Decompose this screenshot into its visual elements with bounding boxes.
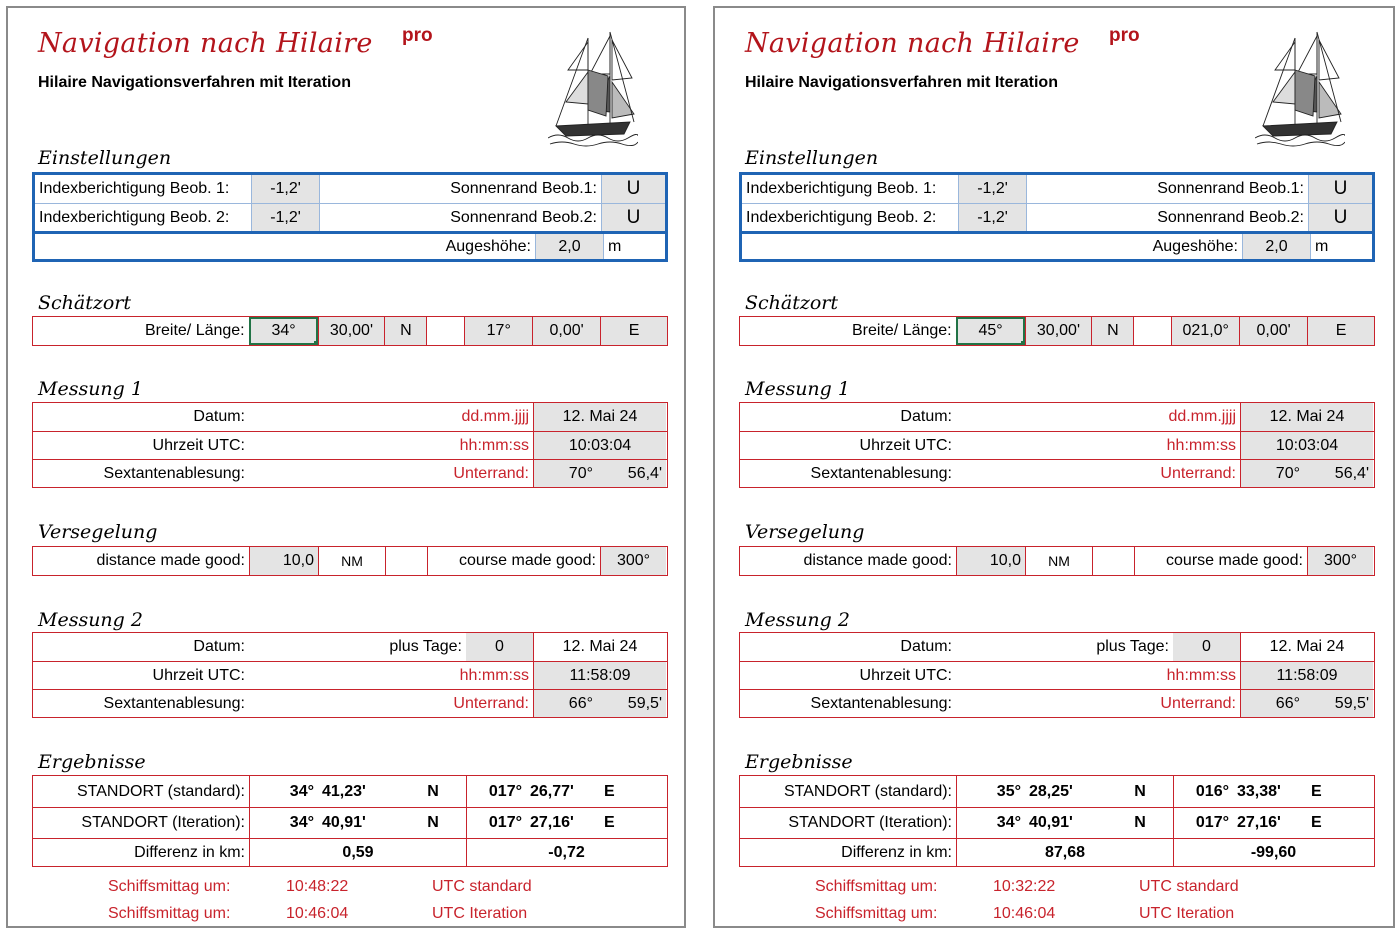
section-messung-1: Messung 1 [745,378,850,400]
lat-lon-label: Breite/ Länge: [145,322,245,339]
m1-limb-label: Unterrand: [453,464,529,482]
noon-standard-note: UTC standard [432,878,532,895]
subtitle: Hilaire Navigationsverfahren mit Iteration [745,74,1058,91]
dmg-label: distance made good: [96,552,245,569]
sun-limb-1-label: Sonnenrand Beob.1: [1026,175,1308,203]
m1-date-label: Datum: [900,408,952,425]
dmg-unit: NM [318,547,385,575]
m2-time-format: hh:mm:ss [459,666,529,684]
dmg-cell[interactable]: 10,0 [956,547,1025,575]
pro-badge: pro [402,25,433,46]
m1-time-format: hh:mm:ss [1166,436,1236,454]
m2-time-cell[interactable]: 11:58:09 [1240,662,1373,689]
iter-position-label: STANDORT (Iteration): [788,814,952,831]
section-messung-2: Messung 2 [38,609,143,631]
std-position-label: STANDORT (standard): [76,782,245,800]
diff-lat-km: 87,68 [956,839,1173,866]
m2-plus-days-cell[interactable]: 0 [466,633,533,661]
iter-lat-deg: 34° [956,808,1025,838]
m2-date-label: Datum: [193,638,245,655]
dmg-cell[interactable]: 10,0 [249,547,318,575]
sun-limb-1-cell[interactable]: U [601,175,665,203]
pro-badge: pro [1109,25,1140,46]
noon-iteration-note: UTC Iteration [1139,905,1235,922]
est-lon-deg-cell[interactable]: 021,0° [1171,317,1239,345]
m2-date-cell: 12. Mai 24 [1240,633,1373,661]
est-lat-deg-cell[interactable]: 34° [249,317,318,345]
m1-date-cell[interactable]: 12. Mai 24 [1240,403,1373,431]
m2-sextant-min-cell[interactable]: 59,5' [597,690,666,717]
noon-standard-time: 10:32:22 [993,878,1056,895]
m1-time-cell[interactable]: 10:03:04 [1240,432,1373,459]
iter-lat-deg: 34° [249,808,318,838]
m1-date-label: Datum: [193,408,245,425]
iter-lat-min: 40,91' [1029,814,1073,831]
m1-sextant-label: Sextantenablesung: [810,464,952,482]
sun-limb-1-cell[interactable]: U [1308,175,1372,203]
subtitle: Hilaire Navigationsverfahren mit Iteration [38,74,351,91]
section-einstellungen: Einstellungen [745,147,879,169]
iter-lat-min: 40,91' [322,814,366,831]
dmg-label: distance made good: [803,552,952,569]
sailing-ship-icon [1255,30,1345,148]
sun-limb-2-cell[interactable]: U [1308,204,1372,231]
section-messung-2: Messung 2 [745,609,850,631]
m1-time-label: Uhrzeit UTC: [152,436,245,454]
sailing-spacer [385,547,427,575]
index-correction-2-label: Indexberichtigung Beob. 2: [39,208,230,226]
noon-iteration-row [108,905,527,923]
m2-sextant-label: Sextantenablesung: [810,694,952,712]
iter-lat-hem: N [427,814,439,831]
est-lat-min-cell[interactable]: 30,00' [318,317,385,345]
estimate-table [32,316,668,346]
iter-lon-hem: E [1311,814,1322,831]
sun-limb-2-cell[interactable]: U [601,204,665,231]
index-correction-2-cell[interactable]: -1,2' [958,204,1026,231]
section-ergebnisse: Ergebnisse [38,751,146,773]
measurement-1-table [32,402,668,488]
est-lat-min-cell[interactable]: 30,00' [1025,317,1092,345]
m2-plus-days-label: plus Tage: [1096,638,1169,655]
sailing-table [739,546,1375,576]
cmg-label: course made good: [1134,547,1307,575]
iter-lat-hem: N [1134,814,1146,831]
noon-standard-label: Schiffsmittag um: [108,878,231,895]
std-lat-hem: N [427,782,439,800]
eye-height-unit: m [603,234,665,259]
noon-iteration-label: Schiffsmittag um: [108,905,231,922]
worksheet-right [713,6,1395,928]
eye-height-label: Augeshöhe: [1152,237,1238,255]
iter-lon-deg: 017° [466,808,526,838]
m2-date-cell: 12. Mai 24 [533,633,666,661]
m2-sextant-deg-cell[interactable]: 66° [1240,690,1304,717]
dmg-unit: NM [1025,547,1092,575]
est-lon-hem-cell[interactable]: E [1307,317,1374,345]
m2-limb-label: Unterrand: [1160,694,1236,712]
diff-lon-km: -0,72 [466,839,666,866]
sun-limb-1-label: Sonnenrand Beob.1: [319,175,601,203]
std-lat-hem: N [1134,782,1146,800]
est-lon-min-cell[interactable]: 0,00' [532,317,600,345]
settings-table [32,172,668,262]
m1-date-format: dd.mm.jjjj [461,408,529,425]
std-lon-hem: E [604,782,615,800]
index-correction-1-label: Indexberichtigung Beob. 1: [39,180,230,197]
diff-lat-km: 0,59 [249,839,466,866]
iter-lon-min: 27,16' [530,814,574,831]
section-ergebnisse: Ergebnisse [745,751,853,773]
m2-time-label: Uhrzeit UTC: [152,666,245,684]
noon-iteration-time: 10:46:04 [993,905,1056,922]
std-lat-min: 28,25' [1029,782,1073,800]
iter-lon-min: 27,16' [1237,814,1281,831]
diff-km-label: Differenz in km: [841,843,952,861]
settings-table [739,172,1375,262]
std-position-label: STANDORT (standard): [783,782,952,800]
m2-date-label: Datum: [900,638,952,655]
est-spacer [1133,317,1171,345]
std-lat-min: 41,23' [322,782,366,800]
m2-time-cell[interactable]: 11:58:09 [533,662,666,689]
sailing-table [32,546,668,576]
index-correction-2-cell[interactable]: -1,2' [251,204,319,231]
m1-date-format: dd.mm.jjjj [1168,408,1236,425]
app-title: Navigation nach Hilaire [38,28,373,59]
results-table [739,775,1375,867]
sailing-ship-icon [548,30,638,148]
iter-lon-deg: 017° [1173,808,1233,838]
std-lon-deg: 016° [1173,776,1233,807]
m1-sextant-deg-cell[interactable]: 70° [1240,460,1304,487]
eye-height-unit: m [1310,234,1372,259]
index-correction-1-cell[interactable]: -1,2' [958,175,1026,203]
est-lat-hem-cell[interactable]: N [1091,317,1133,345]
iter-position-label: STANDORT (Iteration): [81,814,245,831]
m1-sextant-label: Sextantenablesung: [103,464,245,482]
measurement-1-table [739,402,1375,488]
lat-lon-label: Breite/ Länge: [852,322,952,339]
index-correction-2-label: Indexberichtigung Beob. 2: [746,208,937,226]
app-title: Navigation nach Hilaire [745,28,1080,59]
eye-height-cell[interactable]: 2,0 [535,234,603,259]
iter-lon-hem: E [604,814,615,831]
estimate-table [739,316,1375,346]
section-schaetzort: Schätzort [38,292,132,314]
m1-time-label: Uhrzeit UTC: [859,436,952,454]
m1-time-format: hh:mm:ss [459,436,529,454]
est-lon-min-cell[interactable]: 0,00' [1239,317,1307,345]
noon-standard-row [815,878,1239,896]
measurement-2-table [739,632,1375,718]
diff-km-label: Differenz in km: [134,843,245,861]
cmg-cell[interactable]: 300° [1307,547,1373,575]
std-lon-min: 33,38' [1237,782,1281,800]
measurement-2-table [32,632,668,718]
sun-limb-2-label: Sonnenrand Beob.2: [319,204,601,231]
section-schaetzort: Schätzort [745,292,839,314]
m2-time-format: hh:mm:ss [1166,666,1236,684]
std-lon-min: 26,77' [530,782,574,800]
noon-standard-time: 10:48:22 [286,878,349,895]
m2-plus-days-cell[interactable]: 0 [1173,633,1240,661]
m2-sextant-deg-cell[interactable]: 66° [533,690,597,717]
est-lat-hem-cell[interactable]: N [384,317,426,345]
noon-iteration-row [815,905,1234,923]
index-correction-1-label: Indexberichtigung Beob. 1: [746,180,937,197]
m1-date-cell[interactable]: 12. Mai 24 [533,403,666,431]
results-table [32,775,668,867]
cmg-cell[interactable]: 300° [600,547,666,575]
sailing-spacer [1092,547,1134,575]
m1-time-cell[interactable]: 10:03:04 [533,432,666,459]
noon-standard-row [108,878,532,896]
noon-iteration-note: UTC Iteration [432,905,528,922]
noon-iteration-time: 10:46:04 [286,905,349,922]
noon-standard-note: UTC standard [1139,878,1239,895]
index-correction-1-cell[interactable]: -1,2' [251,175,319,203]
m1-sextant-min-cell[interactable]: 56,4' [1304,460,1373,487]
std-lat-deg: 34° [249,776,318,807]
worksheet-left [6,6,686,928]
est-lon-hem-cell[interactable]: E [600,317,667,345]
std-lat-deg: 35° [956,776,1025,807]
m2-limb-label: Unterrand: [453,694,529,712]
m2-sextant-min-cell[interactable]: 59,5' [1304,690,1373,717]
m2-time-label: Uhrzeit UTC: [859,666,952,684]
std-lon-hem: E [1311,782,1322,800]
section-messung-1: Messung 1 [38,378,143,400]
m2-sextant-label: Sextantenablesung: [103,694,245,712]
section-versegelung: Versegelung [38,521,158,543]
m2-plus-days-label: plus Tage: [389,638,462,655]
noon-standard-label: Schiffsmittag um: [815,878,938,895]
m1-sextant-deg-cell[interactable]: 70° [533,460,597,487]
section-versegelung: Versegelung [745,521,865,543]
eye-height-label: Augeshöhe: [445,237,531,255]
est-lat-deg-cell[interactable]: 45° [956,317,1025,345]
sun-limb-2-label: Sonnenrand Beob.2: [1026,204,1308,231]
diff-lon-km: -99,60 [1173,839,1373,866]
noon-iteration-label: Schiffsmittag um: [815,905,938,922]
eye-height-cell[interactable]: 2,0 [1242,234,1310,259]
std-lon-deg: 017° [466,776,526,807]
m1-sextant-min-cell[interactable]: 56,4' [597,460,666,487]
est-spacer [426,317,464,345]
section-einstellungen: Einstellungen [38,147,172,169]
est-lon-deg-cell[interactable]: 17° [464,317,532,345]
m1-limb-label: Unterrand: [1160,464,1236,482]
cmg-label: course made good: [427,547,600,575]
